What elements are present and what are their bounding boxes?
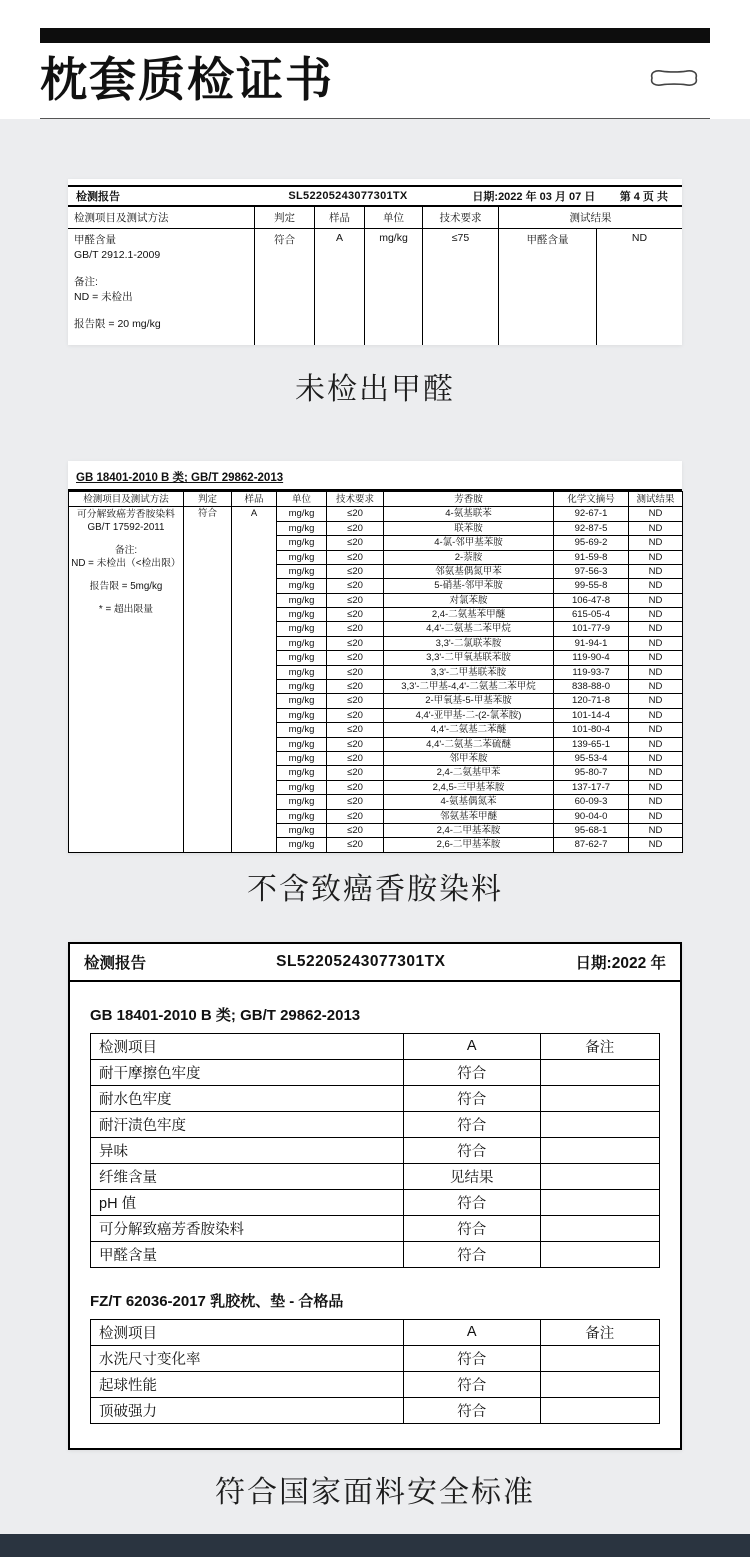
cas-number-cell: 99-55-8 (554, 579, 629, 593)
col-header: 技术要求 (422, 207, 498, 229)
result-cell: ND (629, 593, 683, 607)
report2-standard-title: GB 18401-2010 B 类; GB/T 29862-2013 (68, 465, 682, 491)
result-row (91, 1111, 660, 1137)
col-header: 检测项目 (91, 1319, 404, 1345)
cas-number-cell: 101-77-9 (554, 622, 629, 636)
result-cell: ND (629, 737, 683, 751)
text-line: 备注: (74, 276, 98, 289)
requirement-cell: ≤20 (327, 809, 384, 823)
result-cell: ND (629, 651, 683, 665)
requirement-cell: ≤20 (327, 723, 384, 737)
amine-name-cell: 对氯苯胺 (384, 593, 554, 607)
page-header (0, 0, 750, 119)
amine-row (69, 507, 683, 521)
col-header: 单位 (364, 207, 422, 229)
unit-cell: mg/kg (277, 780, 327, 794)
requirement-cell: ≤20 (327, 823, 384, 837)
header-divider (40, 118, 710, 119)
note-cell (540, 1189, 660, 1215)
amine-name-cell: 5-硝基-邻甲苯胺 (384, 579, 554, 593)
report-formaldehyde (68, 179, 682, 345)
summary-header-row (91, 1033, 660, 1059)
cas-number-cell: 92-67-1 (554, 507, 629, 521)
result-cell: ND (629, 795, 683, 809)
cas-number-cell: 92-87-5 (554, 521, 629, 535)
note-cell (540, 1059, 660, 1085)
cas-number-cell: 60-09-3 (554, 795, 629, 809)
cas-number-cell: 90-04-0 (554, 809, 629, 823)
col-header: 测试结果 (629, 492, 683, 507)
text-line: GB/T 17592-2011 (87, 522, 165, 534)
report3-header-band (70, 944, 680, 982)
col-header: A (403, 1033, 540, 1059)
result-row (91, 1059, 660, 1085)
caption-no-formaldehyde: 未检出甲醛 (295, 373, 455, 407)
col-header: 检测项目 (91, 1033, 404, 1059)
amine-name-cell: 2,4-二氨基甲苯 (384, 766, 554, 780)
unit-cell: mg/kg (277, 823, 327, 837)
result-cell: ND (629, 636, 683, 650)
cas-number-cell: 120-71-8 (554, 694, 629, 708)
report-label: 检测报告 (84, 954, 147, 972)
text-line: * = 超出限量 (98, 604, 154, 616)
col-header: 检测项目及测试方法 (69, 492, 184, 507)
result-cell: ND (629, 809, 683, 823)
requirement-cell: ≤20 (327, 680, 384, 694)
unit-cell: mg/kg (277, 608, 327, 622)
cas-number-cell: 95-53-4 (554, 751, 629, 765)
note-cell (540, 1241, 660, 1267)
judge-cell: 符合 (254, 229, 314, 345)
sample-cell: A (232, 507, 277, 852)
requirement-cell: ≤20 (327, 564, 384, 578)
test-item-cell: 可分解致癌芳香胺染料 (91, 1215, 404, 1241)
result-cell: ND (629, 708, 683, 722)
report-label: 检测报告 (76, 191, 120, 204)
test-item-cell: 顶破强力 (91, 1397, 404, 1423)
result-row (91, 1085, 660, 1111)
col-header: 芳香胺 (384, 492, 554, 507)
col-header: 备注 (540, 1319, 660, 1345)
unit-cell: mg/kg (277, 651, 327, 665)
unit-cell: mg/kg (277, 680, 327, 694)
result-row (91, 1371, 660, 1397)
col-header: 备注 (540, 1033, 660, 1059)
cas-number-cell: 106-47-8 (554, 593, 629, 607)
text-line (71, 534, 181, 544)
result-row (91, 1397, 660, 1423)
requirement-cell: ≤20 (327, 593, 384, 607)
cas-number-cell: 91-59-8 (554, 550, 629, 564)
note-cell (540, 1085, 660, 1111)
unit-cell: mg/kg (277, 708, 327, 722)
unit-cell: mg/kg (277, 694, 327, 708)
cas-number-cell: 119-93-7 (554, 665, 629, 679)
cas-number-cell: 119-90-4 (554, 651, 629, 665)
unit-cell: mg/kg (277, 795, 327, 809)
amine-name-cell: 2,6-二甲基苯胺 (384, 838, 554, 852)
result-cell: ND (629, 694, 683, 708)
result-cell: ND (629, 608, 683, 622)
col-header: 测试结果 (498, 207, 682, 229)
amine-table-body (69, 507, 683, 852)
result-cell: ND (629, 521, 683, 535)
unit-cell: mg/kg (277, 550, 327, 564)
test-item-cell: 水洗尺寸变化率 (91, 1345, 404, 1371)
test-item-cell: 耐干摩擦色牢度 (91, 1059, 404, 1085)
report-summary (68, 942, 682, 1450)
report1-header-band (68, 185, 682, 207)
unit-cell: mg/kg (277, 536, 327, 550)
amine-name-cell: 4,4'-二氨基二苯硫醚 (384, 737, 554, 751)
amine-name-cell: 2,4-二氨基苯甲醚 (384, 608, 554, 622)
report-date: 日期:2022 年 03 月 07 日 (472, 191, 596, 204)
result-cell: 符合 (403, 1085, 540, 1111)
result-cell: 符合 (403, 1241, 540, 1267)
requirement-cell: ≤20 (327, 795, 384, 809)
result-cell: 符合 (403, 1111, 540, 1137)
test-item-cell: 纤维含量 (91, 1163, 404, 1189)
result-cell: 符合 (403, 1397, 540, 1423)
cas-number-cell: 139-65-1 (554, 737, 629, 751)
footer-bar (0, 1534, 750, 1557)
text-line: ND = 未检出（<检出限） (71, 558, 181, 570)
test-item-cell: 耐水色牢度 (91, 1085, 404, 1111)
result-cell: ND (629, 579, 683, 593)
result-cell: ND (629, 838, 683, 852)
result-cell: ND (629, 536, 683, 550)
test-item-cell: 起球性能 (91, 1371, 404, 1397)
requirement-cell: ≤20 (327, 708, 384, 722)
judge-cell: 符合 (184, 507, 232, 852)
page-title: 枕套质检证书 (40, 53, 334, 106)
result-cell: 符合 (403, 1215, 540, 1241)
unit-cell: mg/kg (364, 229, 422, 345)
result-value-cell: ND (596, 229, 682, 345)
result-cell: ND (629, 723, 683, 737)
col-header: 化学文摘号 (554, 492, 629, 507)
requirement-cell: ≤20 (327, 766, 384, 780)
header-black-bar (40, 28, 710, 43)
amine-name-cell: 2-萘胺 (384, 550, 554, 564)
section2-title: FZ/T 62036-2017 乳胶枕、垫 - 合格品 (90, 1292, 344, 1310)
note-cell (540, 1163, 660, 1189)
result-cell: 符合 (403, 1189, 540, 1215)
test-item-cell: 异味 (91, 1137, 404, 1163)
result-cell: ND (629, 564, 683, 578)
cas-number-cell: 91-94-1 (554, 636, 629, 650)
unit-cell: mg/kg (277, 838, 327, 852)
cas-number-cell: 101-80-4 (554, 723, 629, 737)
text-line: 可分解致癌芳香胺染料 (77, 509, 175, 521)
amine-name-cell: 3,3'-二氯联苯胺 (384, 636, 554, 650)
report-code: SL52205243077301TX (276, 952, 446, 970)
cas-number-cell: 87-62-7 (554, 838, 629, 852)
unit-cell: mg/kg (277, 579, 327, 593)
requirement-cell: ≤20 (327, 838, 384, 852)
cas-number-cell: 97-56-3 (554, 564, 629, 578)
note-cell (540, 1137, 660, 1163)
text-line (74, 305, 248, 317)
unit-cell: mg/kg (277, 665, 327, 679)
col-header: 技术要求 (327, 492, 384, 507)
requirement-cell: ≤20 (327, 651, 384, 665)
requirement-cell: ≤20 (327, 780, 384, 794)
result-row (91, 1241, 660, 1267)
amine-name-cell: 4,4'-亚甲基-二-(2-氯苯胺) (384, 708, 554, 722)
col-header: 判定 (184, 492, 232, 507)
requirement-cell: ≤20 (327, 737, 384, 751)
note-cell (540, 1111, 660, 1137)
result-cell: 符合 (403, 1137, 540, 1163)
requirement-cell: ≤20 (327, 694, 384, 708)
amine-name-cell: 4-氯-邻甲基苯胺 (384, 536, 554, 550)
result-name-cell: 甲醛含量 (498, 229, 596, 345)
report1-item-block (68, 229, 254, 345)
report-date: 日期:2022 年 (575, 954, 666, 972)
sample-cell: A (314, 229, 364, 345)
amine-name-cell: 4-氨基联苯 (384, 507, 554, 521)
section1-title: GB 18401-2010 B 类; GB/T 29862-2013 (90, 1006, 361, 1024)
result-cell: ND (629, 622, 683, 636)
amine-name-cell: 4,4'-二氨基二苯醚 (384, 723, 554, 737)
text-line (71, 570, 181, 580)
amine-name-cell: 2,4,5-三甲基苯胺 (384, 780, 554, 794)
col-header: 检测项目及测试方法 (68, 207, 254, 229)
requirement-cell: ≤20 (327, 608, 384, 622)
amine-header-row (69, 492, 683, 507)
result-row (91, 1215, 660, 1241)
amine-name-cell: 联苯胺 (384, 521, 554, 535)
col-header: 样品 (232, 492, 277, 507)
report-code: SL52205243077301TX (288, 190, 408, 203)
amine-left-block (69, 507, 184, 852)
unit-cell: mg/kg (277, 622, 327, 636)
col-header: 判定 (254, 207, 314, 229)
result-cell: ND (629, 507, 683, 521)
col-header: A (403, 1319, 540, 1345)
result-cell: ND (629, 680, 683, 694)
result-cell: 符合 (403, 1059, 540, 1085)
result-cell: 符合 (403, 1345, 540, 1371)
text-line: 备注: (114, 545, 138, 557)
requirement-cell: ≤75 (422, 229, 498, 345)
unit-cell: mg/kg (277, 737, 327, 751)
cas-number-cell: 95-69-2 (554, 536, 629, 550)
cas-number-cell: 615-05-4 (554, 608, 629, 622)
unit-cell: mg/kg (277, 507, 327, 521)
result-row (91, 1345, 660, 1371)
cas-number-cell: 137-17-7 (554, 780, 629, 794)
note-cell (540, 1345, 660, 1371)
report-page-number: 第 4 页 共 (619, 191, 668, 204)
note-cell (540, 1215, 660, 1241)
cas-number-cell: 838-88-0 (554, 680, 629, 694)
requirement-cell: ≤20 (327, 521, 384, 535)
amine-name-cell: 3,3'-二甲氧基联苯胺 (384, 651, 554, 665)
text-line: 报告限 = 5mg/kg (89, 581, 163, 593)
unit-cell: mg/kg (277, 766, 327, 780)
amine-name-cell: 4,4'-二氨基二苯甲烷 (384, 622, 554, 636)
r3-table1-body (91, 1059, 660, 1267)
text-line (74, 263, 248, 275)
summary-header-row (91, 1319, 660, 1345)
unit-cell: mg/kg (277, 809, 327, 823)
note-cell (540, 1371, 660, 1397)
requirement-cell: ≤20 (327, 751, 384, 765)
report1-table (68, 207, 682, 345)
amine-name-cell: 邻甲苯胺 (384, 751, 554, 765)
requirement-cell: ≤20 (327, 622, 384, 636)
test-item-cell: 耐汗渍色牢度 (91, 1111, 404, 1137)
summary-table-2 (90, 1319, 660, 1424)
result-cell: ND (629, 665, 683, 679)
requirement-cell: ≤20 (327, 550, 384, 564)
requirement-cell: ≤20 (327, 579, 384, 593)
amine-table (68, 491, 683, 852)
text-line: GB/T 2912.1-2009 (74, 249, 161, 262)
requirement-cell: ≤20 (327, 665, 384, 679)
test-item-cell: pH 值 (91, 1189, 404, 1215)
pillow-icon (648, 67, 708, 104)
result-row (91, 1163, 660, 1189)
text-line: ND = 未检出 (74, 291, 133, 304)
unit-cell: mg/kg (277, 521, 327, 535)
report-amines (68, 461, 682, 852)
result-cell: 符合 (403, 1371, 540, 1397)
amine-name-cell: 2,4-二甲基苯胺 (384, 823, 554, 837)
amine-name-cell: 3,3'-二甲基-4,4'-二氨基二苯甲烷 (384, 680, 554, 694)
caption-meets-standard: 符合国家面料安全标准 (215, 1475, 535, 1509)
col-header: 样品 (314, 207, 364, 229)
result-cell: 见结果 (403, 1163, 540, 1189)
cas-number-cell: 101-14-4 (554, 708, 629, 722)
note-cell (540, 1397, 660, 1423)
requirement-cell: ≤20 (327, 536, 384, 550)
requirement-cell: ≤20 (327, 507, 384, 521)
unit-cell: mg/kg (277, 751, 327, 765)
text-line: 甲醛含量 (74, 234, 116, 247)
result-cell: ND (629, 766, 683, 780)
text-line (71, 593, 181, 603)
amine-name-cell: 2-甲氧基-5-甲基苯胺 (384, 694, 554, 708)
unit-cell: mg/kg (277, 636, 327, 650)
unit-cell: mg/kg (277, 593, 327, 607)
col-header: 单位 (277, 492, 327, 507)
amine-name-cell: 3,3'-二甲基联苯胺 (384, 665, 554, 679)
summary-table-1 (90, 1033, 660, 1268)
test-item-cell: 甲醛含量 (91, 1241, 404, 1267)
cas-number-cell: 95-68-1 (554, 823, 629, 837)
unit-cell: mg/kg (277, 564, 327, 578)
text-line: 报告限 = 20 mg/kg (74, 318, 161, 331)
result-cell: ND (629, 780, 683, 794)
result-cell: ND (629, 550, 683, 564)
requirement-cell: ≤20 (327, 636, 384, 650)
result-cell: ND (629, 751, 683, 765)
result-row (91, 1189, 660, 1215)
result-row (91, 1137, 660, 1163)
result-cell: ND (629, 823, 683, 837)
amine-name-cell: 邻氨基苯甲醚 (384, 809, 554, 823)
caption-no-carcinogenic-dyes: 不含致癌香胺染料 (247, 872, 503, 906)
amine-name-cell: 4-氨基偶氮苯 (384, 795, 554, 809)
cas-number-cell: 95-80-7 (554, 766, 629, 780)
r3-table2-body (91, 1345, 660, 1423)
unit-cell: mg/kg (277, 723, 327, 737)
amine-name-cell: 邻氨基偶氮甲苯 (384, 564, 554, 578)
